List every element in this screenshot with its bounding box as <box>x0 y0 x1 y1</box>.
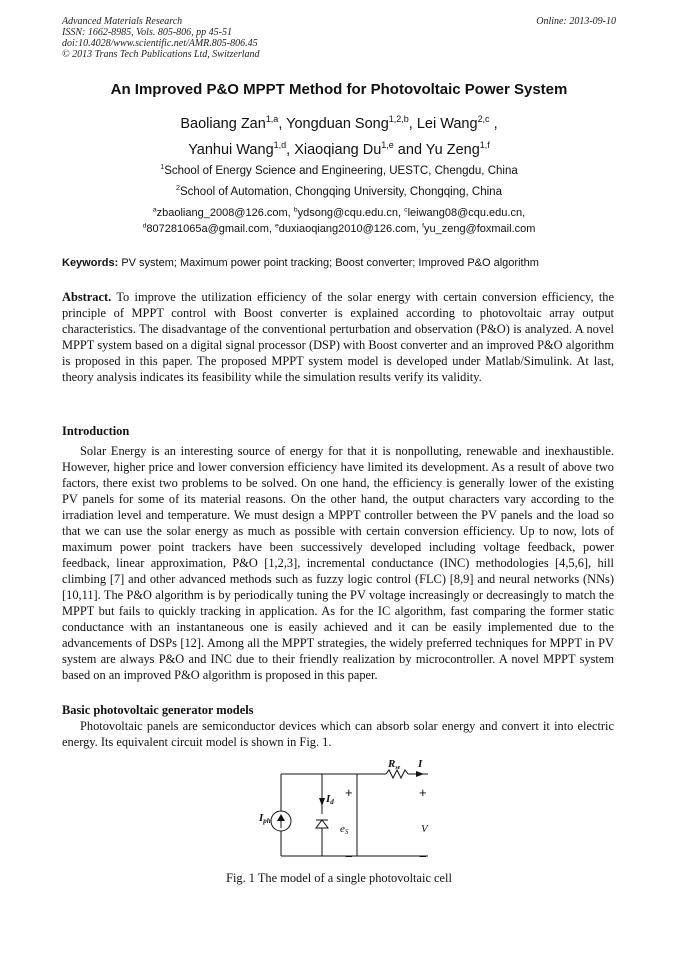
email-marker: a <box>152 206 157 214</box>
author-name: Yongduan Song <box>286 116 389 132</box>
plus-es: + <box>345 785 353 800</box>
label-iph: Iph <box>259 812 271 825</box>
journal-name: Advanced Materials Research <box>62 16 183 27</box>
journal-doi: doi:10.4028/www.scientific.net/AMR.805-806.45 <box>62 38 258 49</box>
journal-header <box>62 16 616 60</box>
paper-title: An Improved P&O MPPT Method for Photovoltaic Power System <box>110 81 568 98</box>
author-name: Xiaoqiang Du <box>294 142 382 158</box>
label-id: Id <box>326 793 334 806</box>
affiliation-text: School of Energy Science and Engineering, UESTC, Chengdu, China <box>164 165 518 177</box>
author-affiliation-marker: 1,d <box>273 140 287 151</box>
email-marker: e <box>274 222 279 230</box>
author-line-1 <box>40 114 638 134</box>
figure-caption: Fig. 1 The model of a single photovoltaic cell <box>226 871 452 885</box>
email-address: leiwang08@cqu.edu.cn, <box>407 207 526 219</box>
affiliation-text: School of Automation, Chongqing University, Chongqing, China <box>179 186 502 198</box>
keywords-text: PV system; Maximum power point tracking; Boost converter; Improved P&O algorithm <box>121 257 539 269</box>
keywords <box>62 256 618 271</box>
abstract <box>62 289 614 385</box>
email-address: duxiaoqiang2010@126.com, <box>278 223 423 235</box>
email-address: ydsong@cqu.edu.cn, <box>297 207 405 219</box>
author-name: Baoliang Zan <box>180 116 266 132</box>
author-name: Lei Wang <box>416 116 478 132</box>
email-address: zbaoliang_2008@126.com, <box>156 207 294 219</box>
author-name: Yu Zeng <box>425 142 480 158</box>
author-separator: , <box>489 116 498 132</box>
affiliation-marker: 2 <box>176 184 180 193</box>
email-marker: d <box>142 222 147 230</box>
journal-copyright: © 2013 Trans Tech Publications Ltd, Switzerland <box>62 49 260 60</box>
keywords-label: Keywords: <box>62 257 119 269</box>
author-affiliation-marker: 1,e <box>381 140 394 151</box>
journal-issn: ISSN: 1662-8985, Vols. 805-806, pp 45-51 <box>62 27 232 38</box>
affiliation-2 <box>40 185 638 200</box>
author-name: Yanhui Wang <box>188 142 274 158</box>
email-marker: b <box>293 206 298 214</box>
affiliation-1 <box>40 164 638 179</box>
author-separator: , <box>286 142 295 158</box>
basic-models-heading: Basic photovoltaic generator models <box>62 703 254 717</box>
diode-triangle-icon <box>316 820 328 828</box>
author-affiliation-marker: 1,f <box>479 140 490 151</box>
pv-cell-circuit-diagram <box>256 758 436 868</box>
email-line-1 <box>40 206 638 221</box>
id-arrow-icon <box>319 798 325 806</box>
author-line-2 <box>40 140 638 160</box>
label-i: I <box>418 758 423 770</box>
source-arrow-icon <box>277 814 285 821</box>
abstract-label: Abstract. <box>62 290 112 304</box>
author-affiliation-marker: 1,2,b <box>388 114 409 125</box>
source-arrow-stem <box>281 820 282 828</box>
author-separator: , <box>408 116 417 132</box>
email-line-2 <box>40 222 638 237</box>
label-es: eS <box>340 823 349 836</box>
minus-v: − <box>419 849 427 864</box>
introduction-heading: Introduction <box>62 424 130 438</box>
affiliation-marker: 1 <box>160 163 165 172</box>
email-address: 807281065a@gmail.com, <box>146 223 275 235</box>
author-separator: , <box>278 116 287 132</box>
basic-models-paragraph: Photovoltaic panels are semiconductor devices which can absorb solar energy and convert it into electric energy. Its equivalent circuit model is shown in Fig. 1. <box>62 719 614 749</box>
author-affiliation-marker: 2,c <box>477 114 490 125</box>
email-address: yu_zeng@foxmail.com <box>423 223 536 235</box>
online-date: Online: 2013-09-10 <box>536 16 616 27</box>
author-affiliation-marker: 1,a <box>265 114 279 125</box>
label-rse: Rse <box>388 758 401 771</box>
minus-es: − <box>345 849 353 864</box>
plus-v: + <box>419 785 427 800</box>
current-i-arrow-icon <box>416 771 424 777</box>
series-resistor-icon <box>386 770 408 778</box>
abstract-text: To improve the utilization efficiency of the solar energy with certain conversion efficiency, the principle of MPPT control with Boost converter is explained according to photovoltaic array output characteristics. The disadvantage of the conventional perturbation and observation (P&O) is analyzed. A novel MPPT system based on a digital signal processor (DSP) with Boost converter and an improved P&O algorithm is proposed in this paper. The proposed MPPT system model is developed under Matlab/Simulink. At last, theory analysis indicates its feasibility while the simulation results verify its validity. <box>62 290 614 384</box>
introduction-paragraph: Solar Energy is an interesting source of energy for that it is nonpolluting, renewable and inexhaustible. However, higher price and lower conversion efficiency have limited its development. As a result of above two factors, there exist two problems to be solved. On one hand, the efficiency is generally lower of the existing PV panels for some of its material reasons. On the other hand, the output characters vary according to the irradiation level and temperature. We must design a MPPT controller between the PV panels and the load so that we can use the solar energy as much as possible with certain conversion efficiency. Up to now, lots of maximum power point trackers have been successively developed including voltage feedback, power feedback, linear approximation, P&O [1,2,3], incremental conductance (INC) methodologies [4,5,6], hill climbing [7] and other advanced methods such as fuzzy logic control (FLC) [8,9] and neural networks (NNs) [10,11]. The P&O algorithm is by periodically tuning the PV voltage increasingly or decreasingly to match the MPPT but fails to quickly tracking in application. As for the IC algorithm, fast comparing the former static conductance with an instantaneous one is easily achieved and it can be easily implemented due to the advancements of DSPs [12]. Among all the MPPT strategies, the widely preferred techniques for MPPT in PV system are always P&O and INC due to their friendly realization by microcontroller. A novel MPPT system based on an improved P&O algorithm is proposed in this paper. <box>62 444 614 682</box>
author-separator: and <box>393 142 426 158</box>
email-marker: f <box>422 222 424 230</box>
label-v: V <box>421 823 428 835</box>
email-marker: c <box>404 206 408 214</box>
